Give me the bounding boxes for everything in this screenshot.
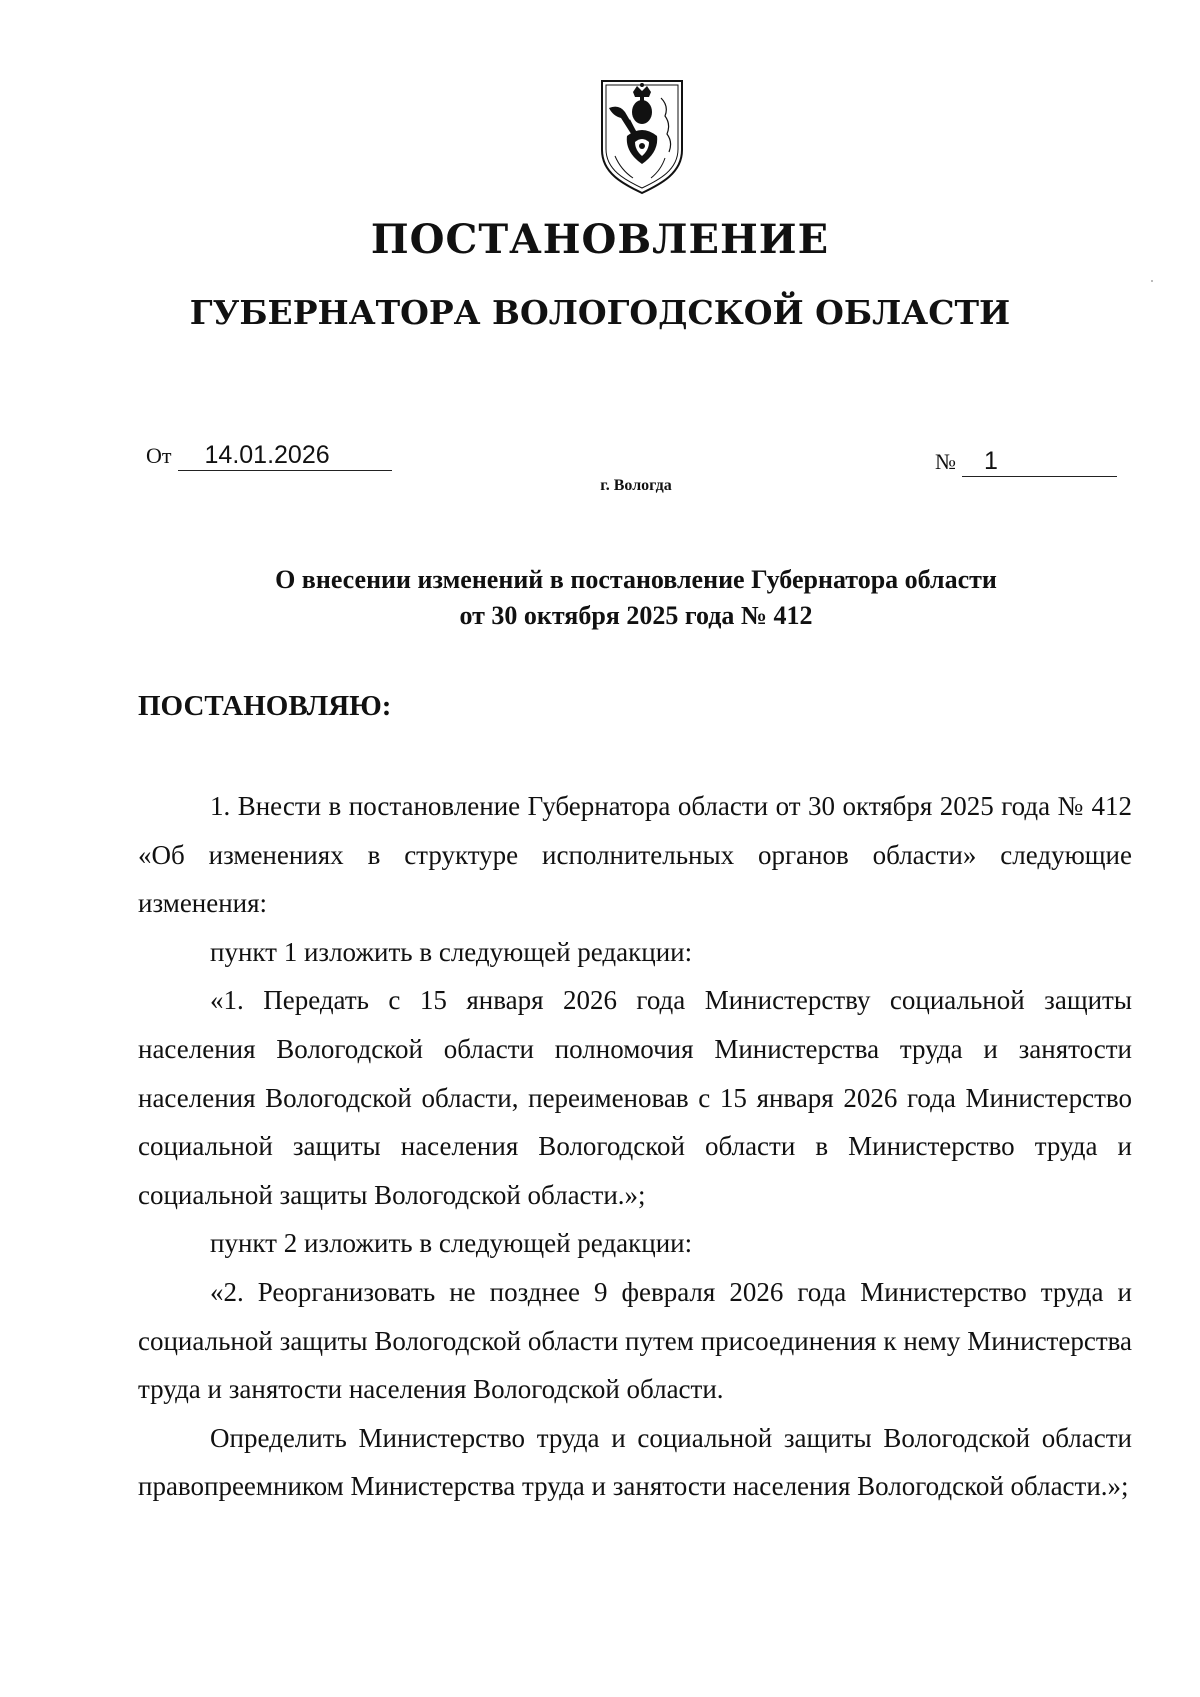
coat-of-arms-icon xyxy=(599,78,685,196)
paragraph-2: пункт 1 изложить в следующей редакции: xyxy=(210,936,693,967)
document-subject xyxy=(0,562,1200,634)
paragraph-5: «2. Реорганизовать не позднее 9 февраля 2026 года Министерство труда и социальной защиты Вологодской области путем присоединения к нему Министерства труда и занятости населения Вологодской области. xyxy=(138,1276,1132,1405)
date-field xyxy=(146,440,392,471)
city-label: г. Вологда xyxy=(600,477,672,494)
date-label: От xyxy=(146,443,172,468)
document-body xyxy=(138,782,1132,1511)
number-field xyxy=(935,446,1117,477)
paragraph-3: «1. Передать с 15 января 2026 года Министерству социальной защиты населения Вологодской области полномочия Министерства труда и занятости населения Вологодской области, переименовав с 15 января 2026 года Министерство социальной защиты населения Вологодской области в Министерство труда и социальной защиты Вологодской области.»; xyxy=(138,985,1132,1210)
paragraph-1: 1. Внести в постановление Губернатора области от 30 октября 2025 года № 412 «Об изменениях в структуре исполнительных органов области» следующие изменения: xyxy=(138,791,1132,919)
subject-line-1: О внесении изменений в постановление Губернатора области xyxy=(275,565,997,594)
document-title: ПОСТАНОВЛЕНИЕ xyxy=(370,216,830,263)
decree-heading: ПОСТАНОВЛЯЮ: xyxy=(138,690,392,722)
subject-line-2: от 30 октября 2025 года № 412 xyxy=(459,601,813,630)
paragraph-6: Определить Министерство труда и социальной защиты Вологодской области правопреемником Министерства труда и занятости населения Вологодской области.»; xyxy=(138,1422,1132,1502)
date-value: 14.01.2026 xyxy=(178,440,392,471)
paragraph-4: пункт 2 изложить в следующей редакции: xyxy=(210,1228,693,1259)
document-subtitle: ГУБЕРНАТОРА ВОЛОГОДСКОЙ ОБЛАСТИ xyxy=(189,293,1011,332)
number-label: № xyxy=(935,449,956,474)
number-value: 1 xyxy=(962,446,1117,477)
scan-artifact xyxy=(1151,280,1153,282)
